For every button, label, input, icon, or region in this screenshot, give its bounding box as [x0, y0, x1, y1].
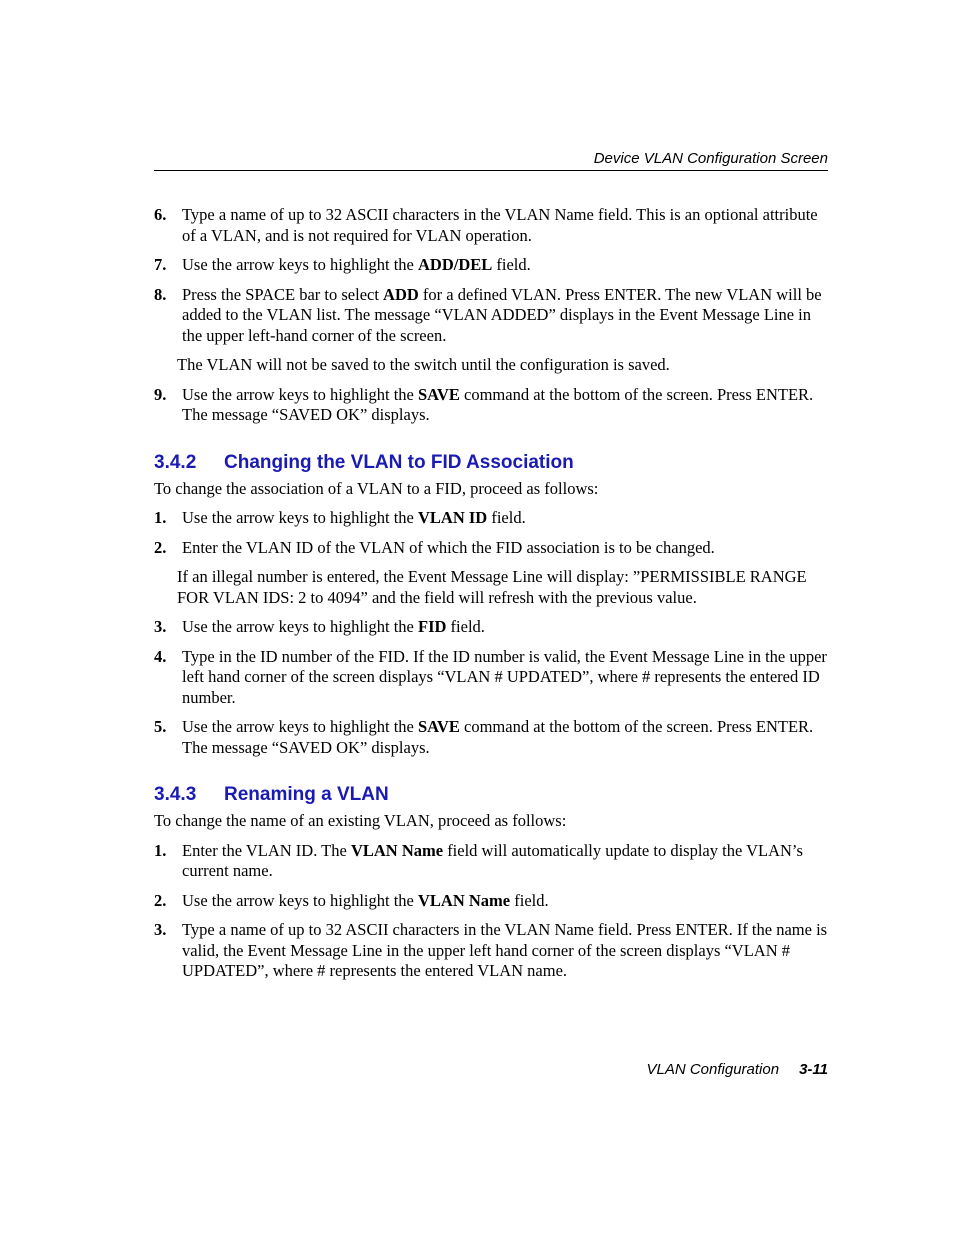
- section-title: Renaming a VLAN: [224, 784, 389, 805]
- command-name: SAVE: [418, 384, 460, 404]
- step-number: 6.: [154, 205, 167, 224]
- field-name: VLAN ID: [418, 508, 488, 527]
- step-text-post: field.: [446, 617, 485, 636]
- page-body: [154, 205, 828, 991]
- step-text: Enter the VLAN ID of the VLAN of which the FID association is to be changed.: [182, 537, 715, 557]
- step-text-post: field will automatically update to display the VLAN’s current name.: [182, 840, 803, 880]
- field-name: VLAN Name: [350, 840, 444, 860]
- step-text-pre: Use the arrow keys to highlight the: [182, 255, 418, 274]
- step-number: 4.: [154, 646, 167, 666]
- field-name: ADD/DEL: [418, 255, 493, 274]
- step-text-pre: Use the arrow keys to highlight the: [182, 617, 418, 636]
- rename-step-2: [154, 891, 828, 912]
- step-number: 3.: [154, 920, 167, 939]
- section-number: 3.4.3: [154, 784, 197, 805]
- step-text-post: command at the bottom of the screen. Press ENTER. The message “SAVED OK” displays.: [182, 384, 814, 424]
- field-name: FID: [418, 617, 447, 636]
- step-6: [154, 205, 828, 246]
- fid-step-3: [154, 617, 828, 638]
- step-text-pre: Enter the VLAN ID. The: [182, 840, 351, 860]
- fid-step-1: [154, 508, 828, 529]
- step-number: 1.: [154, 840, 167, 860]
- step-text-post: field.: [492, 255, 531, 274]
- running-header: Device VLAN Configuration Screen: [593, 150, 828, 167]
- step-8: [154, 285, 828, 347]
- page-number: 3-11: [799, 1061, 828, 1078]
- fid-step-4: [154, 647, 828, 709]
- step-text: Type a name of up to 32 ASCII characters in the VLAN Name field. Press ENTER. If the name is valid, the Event Message Line in the upper left hand corner of the screen displays “VLAN # UPDATED”, where # represents the entered VLAN name.: [182, 920, 828, 980]
- field-name: VLAN Name: [418, 890, 511, 910]
- step-text-post: field.: [487, 508, 526, 527]
- step-text-pre: Use the arrow keys to highlight the: [182, 508, 418, 527]
- step-number: 7.: [154, 255, 167, 274]
- save-note: The VLAN will not be saved to the switch until the configuration is saved.: [177, 355, 670, 374]
- command-name: SAVE: [418, 717, 460, 736]
- step-text: Type a name of up to 32 ASCII characters in the VLAN Name field. This is an optional attribute of a VLAN, and is not required for VLAN operation.: [182, 205, 818, 245]
- step-text-pre: Use the arrow keys to highlight the: [182, 890, 418, 910]
- section-heading-3-4-3: [154, 784, 828, 806]
- section-intro: To change the association of a VLAN to a FID, proceed as follows:: [154, 478, 599, 498]
- step-text-post: for a defined VLAN. Press ENTER. The new VLAN will be added to the VLAN list. The message “VLAN ADDED” displays in the Event Message Line in the upper left-hand corner of the screen.: [182, 284, 822, 345]
- step-text: Type in the ID number of the FID. If the ID number is valid, the Event Message Line in the upper left hand corner of the screen displays “VLAN # UPDATED”, where # represents the entered ID number.: [182, 646, 827, 707]
- step-number: 2.: [154, 890, 167, 910]
- step-text-pre: Press the SPACE bar to select: [182, 284, 384, 304]
- step-number: 3.: [154, 617, 167, 636]
- section-title: Changing the VLAN to FID Association: [224, 451, 574, 473]
- step-number: 1.: [154, 508, 167, 527]
- header-rule: [154, 170, 828, 171]
- step-text-pre: Use the arrow keys to highlight the: [182, 717, 418, 736]
- step-text-post: command at the bottom of the screen. Press ENTER. The message “SAVED OK” displays.: [182, 717, 814, 757]
- fid-step-5: [154, 717, 828, 758]
- step-number: 8.: [154, 284, 167, 304]
- fid-step-2: [154, 538, 828, 559]
- rename-step-1: [154, 841, 828, 882]
- command-name: ADD: [383, 284, 419, 304]
- step-number: 2.: [154, 537, 167, 557]
- step-7: [154, 255, 828, 276]
- section-number: 3.4.2: [154, 451, 197, 473]
- step-text-pre: Use the arrow keys to highlight the: [182, 384, 418, 404]
- chapter-title: VLAN Configuration: [646, 1061, 780, 1078]
- rename-step-3: [154, 920, 828, 982]
- section-intro: To change the name of an existing VLAN, proceed as follows:: [154, 811, 567, 830]
- step-number: 5.: [154, 717, 167, 736]
- running-footer: [154, 1061, 828, 1078]
- illegal-number-note: If an illegal number is entered, the Event Message Line will display: ”PERMISSIBLE RANGE FOR VLAN IDS: 2 to 4094” and the field will refresh with the previous value.: [177, 567, 807, 607]
- section-heading-3-4-2: [154, 452, 828, 474]
- step-number: 9.: [154, 384, 167, 404]
- step-text-post: field.: [510, 890, 549, 910]
- step-9: [154, 385, 828, 426]
